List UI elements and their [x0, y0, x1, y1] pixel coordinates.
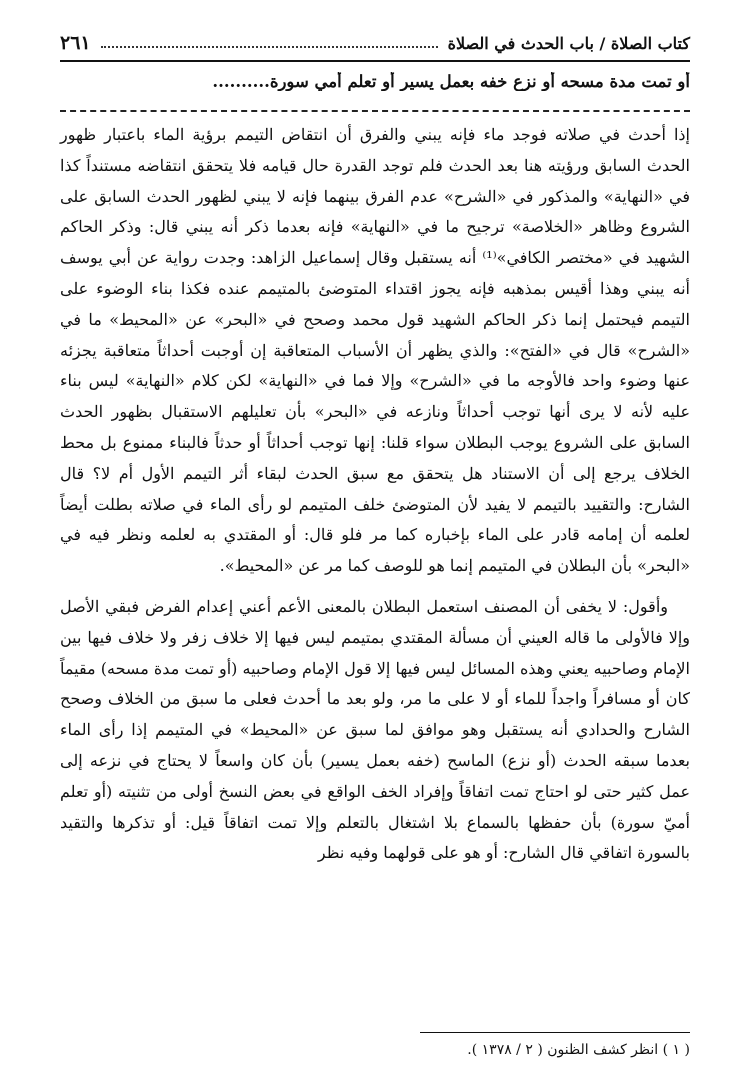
header-rule	[60, 60, 690, 62]
chapter-title: كتاب الصلاة / باب الحدث في الصلاة	[447, 33, 690, 53]
paragraph: وأقول: لا يخفى أن المصنف استعمل البطلان بالمعنى الأعم أعني إعدام الفرض فبقي الأصل وإلا فالأولى ما قاله العيني أن مسألة المقتدي بمتيمم ليس فيها إلا خلاف زفر ولا خلاف فيها بين الإمام وصاحبيه يعني وهذه المسائل ليس فيها إلا قول الإمام وصاحبيه (أو تمت مدة مسحه) مقيماً كان أو مسافراً واجداً للماء أو لا على ما مر، ولو بعد ما أحدث فعلى ما سبق من الخلاف وصحح الشارح والحدادي أنه يستقبل وهو موافق لما سبق عن «المحيط» في المتيمم إذا رأى الماء بعدما سبقه الحدث (أو نزع) الماسح (خفه بعمل يسير) بأن كان واسعاً لا يحتاج في نزعه إلى عمل كثير حتى لو احتاج تمت اتفاقاً وإفراد الخف الواقع في بعض النسخ أولى من تثنيته (أو تعلم أميّ سورة) بأن حفظها بالسماع بلا اشتغال بالتعلم وإلا تمت اتفاقاً قيل: أو تذكرها والتقيد بالسورة اتفاقي قال الشارح: أو هو على قولهما وفيه نظر	[60, 596, 690, 863]
commentary-body	[60, 120, 690, 869]
paragraph: إذا أحدث في صلاته فوجد ماء فإنه يبني والفرق أن انتقاض التيمم برؤية الماء باعتبار ظهور الحدث السابق ورؤيته هنا بعد الحدث فلم توجد القدرة حال قيامه فلا يتحقق انتقاضه مستنداً كذا في «النهاية» والمذكور في «الشرح» عدم الفرق بينهما فإنه لا يبني لظهور الحدث السابق على الشروع وظاهر «الخلاصة» ترجيح ما في «النهاية» فإنه بعدما ذكر أنه يبني قال: وذكر الحاكم الشهيد في «مختصر الكافي»⁽¹⁾ أنه يستقبل وقال إسماعيل الزاهد: وجدت رواية عن أبي يوسف أنه يبني وهذا أقيس بمذهبه فإنه يجوز اقتداء المتوضئ بالمتيمم عنده فكذا بناء الوضوء على التيمم فيحتمل إنما ذكر الحاكم الشهيد قول محمد وصحح في «البحر» عن «المحيط» ما في «الشرح» قال في «الفتح»: والذي يظهر أن الأسباب المتعاقبة إن أوجبت أحداثاً متعاقبة يجزئه عنها وضوء واحد فالأوجه ما في «الشرح» وإلا فما في «النهاية» لكن كلام «النهاية» ليس بناء عليه لأنه لا يرى أنها توجب أحداثاً ونازعه في «البحر» بأن تعليلهم الاستقبال بظهور الحدث السابق على الشروع يوجب البطلان سواء قلنا: إنها توجب أحداثاً أو حدثاً فالبناء ممنوع بل محط الخلاف يرجع إلى أن الاستناد هل يتحقق مع سبق الحدث لبقاء أثر التيمم الأول أم لا؟ قال الشارح: والتقييد بالتيمم لا يفيد لأن المتوضئ خلف المتيمم لو رأى الماء في صلاته بطلت أيضاً لعلمه أن إمامه قادر على الماء بإخباره كما مر فلو قال: أو المقتدي به لعلمه ونظر فيه في «البحر» بأن البطلان في المتيمم إنما هو للوصف كما مر عن «المحيط».	[60, 125, 691, 576]
footnote: ( ١ ) انظر كشف الظنون ( ٢ / ١٣٧٨ ).	[467, 1042, 690, 1058]
page-number: ٢٦١	[60, 32, 91, 54]
running-header	[60, 30, 690, 56]
matn-text-line: أو تمت مدة مسحه أو نزع خفه بعمل يسير أو تعلم أمي سورة..........	[212, 72, 690, 91]
header-leader-dots	[101, 46, 438, 48]
footnote-rule	[420, 1032, 690, 1033]
matn-separator-dashed	[60, 110, 690, 112]
